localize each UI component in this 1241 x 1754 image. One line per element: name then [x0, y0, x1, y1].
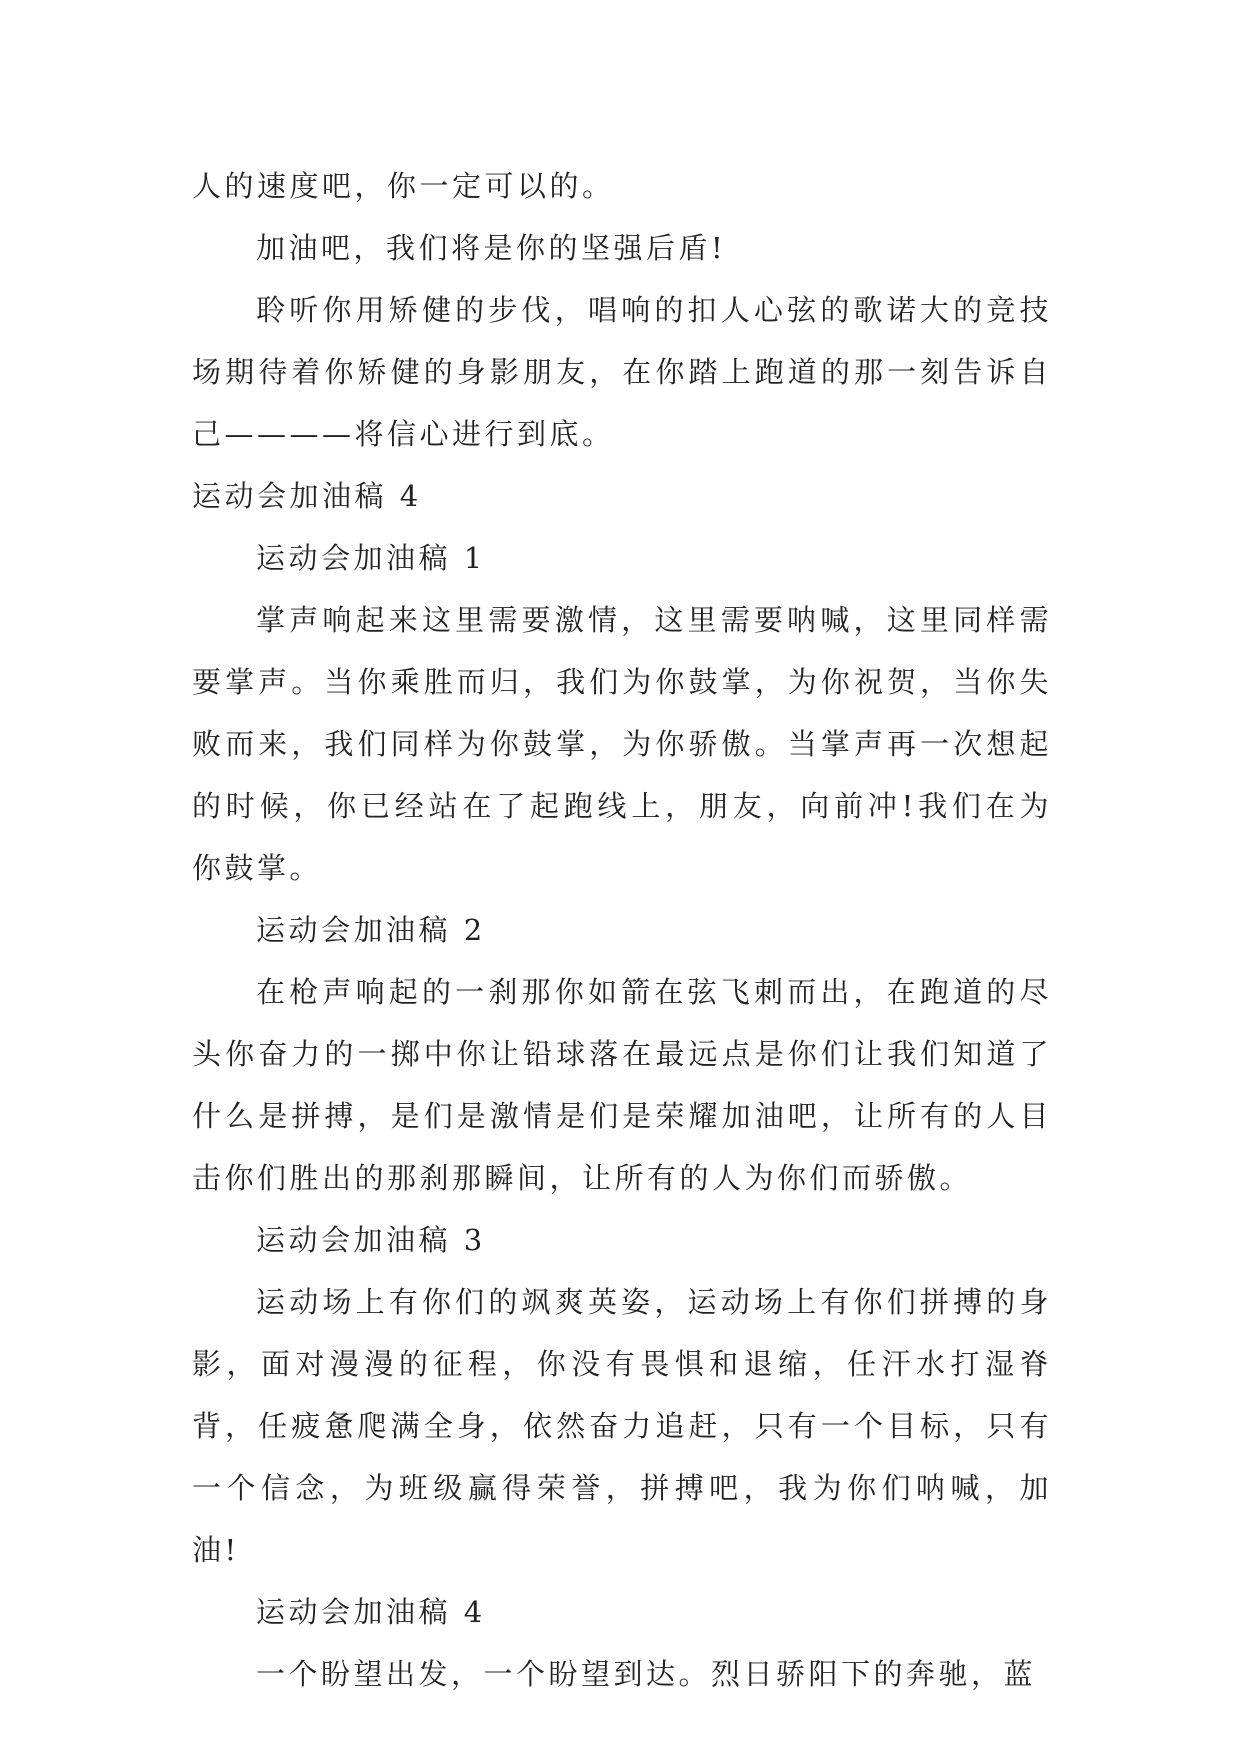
subheading-cheer-3: 运动会加油稿 3: [256, 1223, 486, 1257]
paragraph-cheer-2: 在枪声响起的一刹那你如箭在弦飞刺而出，在跑道的尽头你奋力的一掷中你让铅球落在最远点是你们让我们知道了什么是拼搏，是们是激情是们是荣耀加油吧，让所有的人目击你们胜出的那刹那瞬间，让所有的人为你们而骄傲。: [192, 975, 1052, 1195]
paragraph-cheer-3: 运动场上有你们的飒爽英姿，运动场上有你们拼搏的身影，面对漫漫的征程，你没有畏惧和退缩，任汗水打湿脊背，任疲惫爬满全身，依然奋力追赶，只有一个目标，只有一个信念，为班级赢得荣誉，拼搏吧，我为你们呐喊，加油!: [192, 1285, 1052, 1567]
subheading-cheer-4: 运动会加油稿 4: [256, 1595, 486, 1629]
document-body: [192, 155, 1052, 1705]
subheading-cheer-2: 运动会加油稿 2: [256, 913, 486, 947]
paragraph-cheer-4: 一个盼望出发，一个盼望到达。烈日骄阳下的奔驰，蓝: [256, 1657, 1037, 1691]
paragraph-support: 加油吧，我们将是你的坚强后盾!: [256, 231, 727, 265]
paragraph-listen: 聆听你用矫健的步伐，唱响的扣人心弦的歌诺大的竞技场期待着你矫健的身影朋友，在你踏上跑道的那一刻告诉自己————将信心进行到底。: [192, 293, 1052, 451]
section-heading-4: 运动会加油稿 4: [192, 479, 422, 513]
subheading-cheer-1: 运动会加油稿 1: [256, 541, 486, 575]
paragraph-cheer-1: 掌声响起来这里需要激情，这里需要呐喊，这里同样需要掌声。当你乘胜而归，我们为你鼓掌，为你祝贺，当你失败而来，我们同样为你鼓掌，为你骄傲。当掌声再一次想起的时候，你已经站在了起跑线上，朋友，向前冲!我们在为你鼓掌。: [192, 603, 1052, 885]
paragraph-continued: 人的速度吧，你一定可以的。: [192, 169, 615, 203]
